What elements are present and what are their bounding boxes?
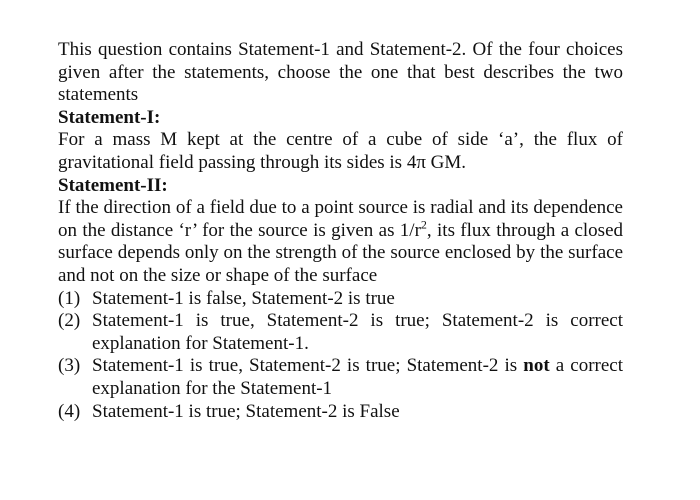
option-4-number: (4) [58, 400, 81, 422]
option-2-text: Statement-1 is true, Statement-2 is true; Statement-2 is correct explanation for Statement-1. [92, 310, 623, 354]
option-1-number: (1) [58, 287, 81, 309]
statement-2-heading: Statement-II: [58, 174, 168, 196]
option-3[interactable] [58, 355, 623, 400]
statement-2-text-after: , its flux through a closed surface depends only on the strength of the source enclosed by the surface and not on the size or shape of the surface [58, 219, 624, 286]
option-3-text-after: a correct explanation for the Statement-1 [92, 355, 623, 399]
option-1-text: Statement-1 is false, Statement-2 is true [92, 287, 395, 309]
option-3-emphasis: not [523, 355, 550, 377]
option-4[interactable] [58, 401, 623, 424]
answer-options [58, 288, 623, 424]
question-intro: This question contains Statement-1 and Statement-2. Of the four choices given after the statements, choose the one that best describes the two statements [58, 39, 623, 106]
option-3-text-before: Statement-1 is true, Statement-2 is true; Statement-2 is [92, 355, 524, 377]
option-4-text: Statement-1 is true; Statement-2 is False [92, 400, 400, 422]
option-3-text [92, 355, 623, 400]
statement-1-heading: Statement-I: [58, 106, 161, 128]
option-3-number: (3) [58, 355, 81, 377]
option-2[interactable] [58, 310, 623, 355]
statement-2-superscript: 2 [420, 217, 427, 232]
option-2-number: (2) [58, 310, 81, 332]
statement-2-text [58, 197, 623, 287]
statement-2-text-before: If the direction of a field due to a point source is radial and its dependence on the distance ‘r’ for the source is given as 1/r [58, 197, 623, 241]
statement-1-text: For a mass M kept at the centre of a cube of side ‘a’, the flux of gravitational field passing through its sides is 4π GM. [58, 129, 623, 173]
option-1[interactable] [58, 288, 623, 311]
question-document [58, 39, 623, 423]
